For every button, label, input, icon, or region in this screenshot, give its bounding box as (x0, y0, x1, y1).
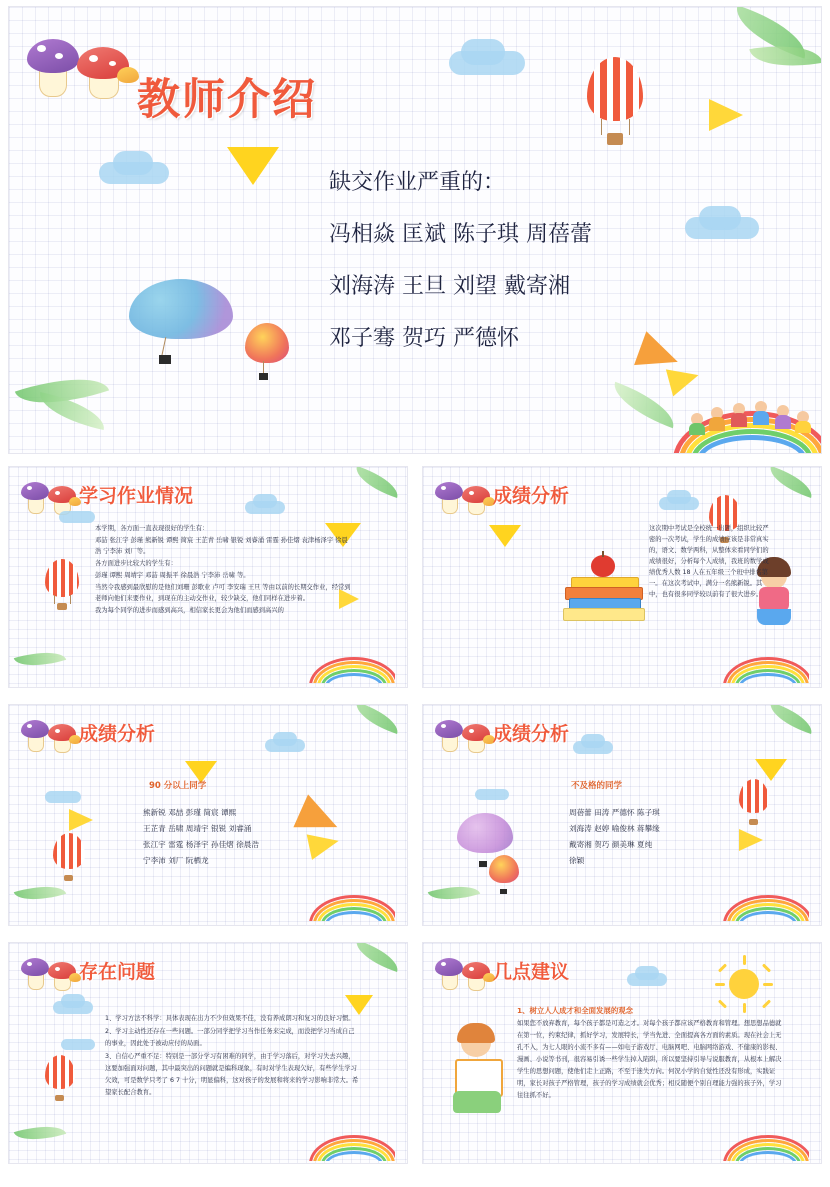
sun-ray (762, 963, 771, 972)
mushroom-logo (19, 955, 81, 989)
section-subtitle: 90 分以上同学 (149, 781, 207, 791)
name-row: 熊新锐 邓喆 彭瑾 简宸 谭熙 (143, 808, 237, 817)
paragraph: 如果您不放弃教育，每个孩子都是可造之才。对每个孩子都应该严格教育和管理。想思想品德就在第一位，约束纪律，抓好学习，发展特长，学当先进、全面提高各方面的素质。现在社会上无孔不入，为七人眼的小流不多有——如电子游戏厅、电脑网吧、电脑网络游戏、不健康的影视、漫画、小说等书刊，很容易引诱一些学生掉入陷阱，所以要坚持引导与说服教育，从根本上解决学生的思想问题，使他们走上正路，不至于迷失方向。何况小学的自觉性还没有形成，实践证明，家长对孩子严格管理，孩子的学习成绩就会优秀；相反随便个别自理能力强的孩子外，学习往往抓不好。 (517, 1020, 782, 1099)
leaf-decoration (607, 382, 681, 428)
rainbow-decoration (309, 1135, 395, 1161)
slide-homework-status (8, 466, 408, 688)
mushroom-logo (23, 33, 143, 97)
slide-heading: 成绩分析 (493, 485, 570, 507)
cloud-decoration (273, 732, 297, 746)
slide-suggestions (422, 942, 822, 1164)
cloud-decoration (253, 494, 277, 508)
cloud-decoration (667, 490, 691, 504)
paragraph: 这次期中考试是全校统一出题，组织比较严密的一次考试，学生的成绩应该是非常真实的，语文、数学两科，从整体来看同学们的成绩很好，分析每个人成绩，我班的数学成绩优秀人数 18 人在五年级三个班中排名第一。在这次考试中，满分一名熊新锐。其中，也有很多同学较以前有了很大进步。 (649, 525, 769, 598)
cloud-decoration (461, 39, 505, 65)
hot-air-balloon (45, 559, 79, 613)
slide-heading: 学习作业情况 (79, 485, 194, 507)
slide-body-text (105, 1013, 359, 1100)
paragraph: 我为每个同学的进步而感到高兴，相信家长更会为他们而感到高兴的 (95, 607, 284, 614)
sun-ray (743, 955, 746, 965)
rainbow-decoration (309, 895, 395, 921)
title-slide-body (329, 157, 769, 365)
name-row: 王芷青 岳啸 周靖宇 银锐 刘睿涌 (143, 824, 252, 833)
slide-title-teacher-intro (8, 6, 822, 454)
hot-air-balloon (53, 833, 85, 883)
paragraph: 邓喆 张江宇 彭瑾 熊新锐 谭熙 简宸 王芷青 岳啸 银锐 刘睿涌 雷霆 孙佳熠 袁津杨泽宇 徐晨浩 宁李沛 刘厂等。 (95, 537, 348, 555)
leaf-decoration (351, 466, 402, 498)
slide-heading: 成绩分析 (79, 723, 156, 745)
leaf-decoration (428, 878, 480, 907)
name-line: 邓子骞 贺巧 严德怀 (329, 326, 519, 351)
rainbow-decoration (723, 895, 809, 921)
cloud-decoration (61, 1039, 95, 1050)
triangle-decoration (709, 99, 743, 131)
triangle-decoration (666, 362, 702, 397)
child-illustration (453, 1091, 501, 1113)
leaf-decoration (351, 704, 402, 734)
paragraph: 3、自信心严重不足：特别是一部分学习有困难的同学，由于学习落后，对学习失去兴趣，这要加强面对问题，其中最突出的问题就是编科现象，有时对学生表现欠好，有些学生学习欠效，可是数学只考了 6 7 十分，明显偏科，这对孩子的发展和将来的学习影响非常大。希望家长配合教育。 (105, 1053, 359, 1096)
name-row: 徐颖 (569, 856, 585, 865)
slide-heading: 几点建议 (493, 961, 570, 983)
name-list (569, 805, 759, 869)
leaf-decoration (14, 644, 66, 673)
slide-scores-above-90 (8, 704, 408, 926)
leaf-decoration (765, 704, 816, 734)
rainbow-decoration (309, 657, 395, 683)
slide-heading: 存在问题 (79, 961, 156, 983)
section-subtitle: 不及格的同学 (571, 781, 623, 791)
slide-body-text (649, 523, 773, 601)
cloud-decoration (59, 511, 95, 523)
cloud-decoration (581, 734, 605, 748)
apple-icon (591, 555, 615, 577)
name-row: 张江宇 雷霆 杨泽宇 孙佳熠 徐晨浩 (143, 840, 259, 849)
triangle-decoration (227, 147, 279, 185)
mushroom-logo (19, 479, 81, 513)
sun-ray (763, 983, 773, 986)
sun-icon (729, 969, 759, 999)
leaf-decoration (765, 466, 816, 498)
rainbow-decoration (723, 1135, 809, 1161)
name-row: 宁李沛 刘厂 阮栖龙 (143, 856, 209, 865)
triangle-decoration (755, 759, 787, 781)
hot-air-balloon (129, 279, 233, 367)
mushroom-logo (433, 955, 495, 989)
mushroom-logo (19, 717, 81, 751)
lead-text: 缺交作业严重的： (329, 170, 506, 195)
child-illustration (457, 1023, 495, 1043)
paragraph: 当然令我感到最欣慰的是他们刘珊 彭歌业 卢可 李安瑞 王旦 等由以前的长期交作业，经常到老师向他们来要作业，到现在的主动交作业，较少缺交，他们同样在进步着。 (95, 584, 351, 602)
paragraph: 各方面进步比较大的学生有： (95, 560, 177, 567)
paragraph: 2、学习主动性还存在一些问题。一部分同学把学习当作任务来完成，而没把学习当成自己的事业，因此处于被动应付的局面。 (105, 1028, 355, 1047)
name-row: 周蓓蕾 田涛 严德怀 陈子琪 (569, 808, 660, 817)
slide-heading: 成绩分析 (493, 723, 570, 745)
slide-failing-students (422, 704, 822, 926)
leaf-decoration (351, 942, 402, 972)
cloud-decoration (635, 966, 659, 980)
hot-air-balloon (245, 323, 291, 383)
page-title: 教师介绍 (137, 74, 317, 125)
cloud-decoration (113, 151, 153, 175)
slide-body-text (517, 1005, 785, 1103)
hot-air-balloon (489, 855, 521, 897)
paragraph: 1、学习方法不科学：具体表现在出力不少但效果不佳，没有养成朗习和复习的良好习惯。 (105, 1015, 355, 1022)
kids-on-rainbow-illustration (685, 399, 822, 435)
name-row: 戴寄湘 贺巧 颜美琳 夏纯 (569, 840, 653, 849)
hot-air-balloon (45, 1055, 75, 1103)
name-line: 冯相焱 匡斌 陈子琪 周蓓蕾 (329, 222, 592, 247)
sun-ray (718, 963, 727, 972)
name-list (143, 805, 323, 869)
cloud-decoration (61, 994, 85, 1008)
sun-ray (715, 983, 725, 986)
name-row: 刘海涛 赵婷 喻俊林 蒋攀缘 (569, 824, 660, 833)
rainbow-decoration (723, 657, 809, 683)
slide-body-text (95, 523, 351, 617)
triangle-decoration (489, 525, 521, 547)
hot-air-balloon (587, 57, 643, 149)
apple-stem-icon (602, 551, 604, 557)
triangle-decoration (345, 995, 373, 1015)
triangle-decoration (69, 809, 93, 831)
book-stack (563, 608, 645, 621)
paragraph-heading: 1、树立人人成才和全面发展的观念 (517, 1006, 634, 1015)
cloud-decoration (475, 789, 509, 800)
mushroom-logo (433, 717, 495, 751)
student-illustration (757, 609, 791, 625)
cloud-decoration (45, 791, 81, 803)
slide-score-analysis-overview (422, 466, 822, 688)
leaf-decoration (14, 1118, 66, 1147)
slide-existing-problems (8, 942, 408, 1164)
name-line: 刘海涛 王旦 刘望 戴寄湘 (329, 274, 570, 299)
mushroom-logo (433, 479, 495, 513)
paragraph: 彭瑾 谭熙 周靖宇 邓喆 周振平 徐晨浩 宁李沛 岳啸 等。 (95, 572, 250, 579)
triangle-decoration (185, 761, 217, 783)
paragraph: 本学期，各方面一直表现很好的学生有： (95, 525, 209, 532)
